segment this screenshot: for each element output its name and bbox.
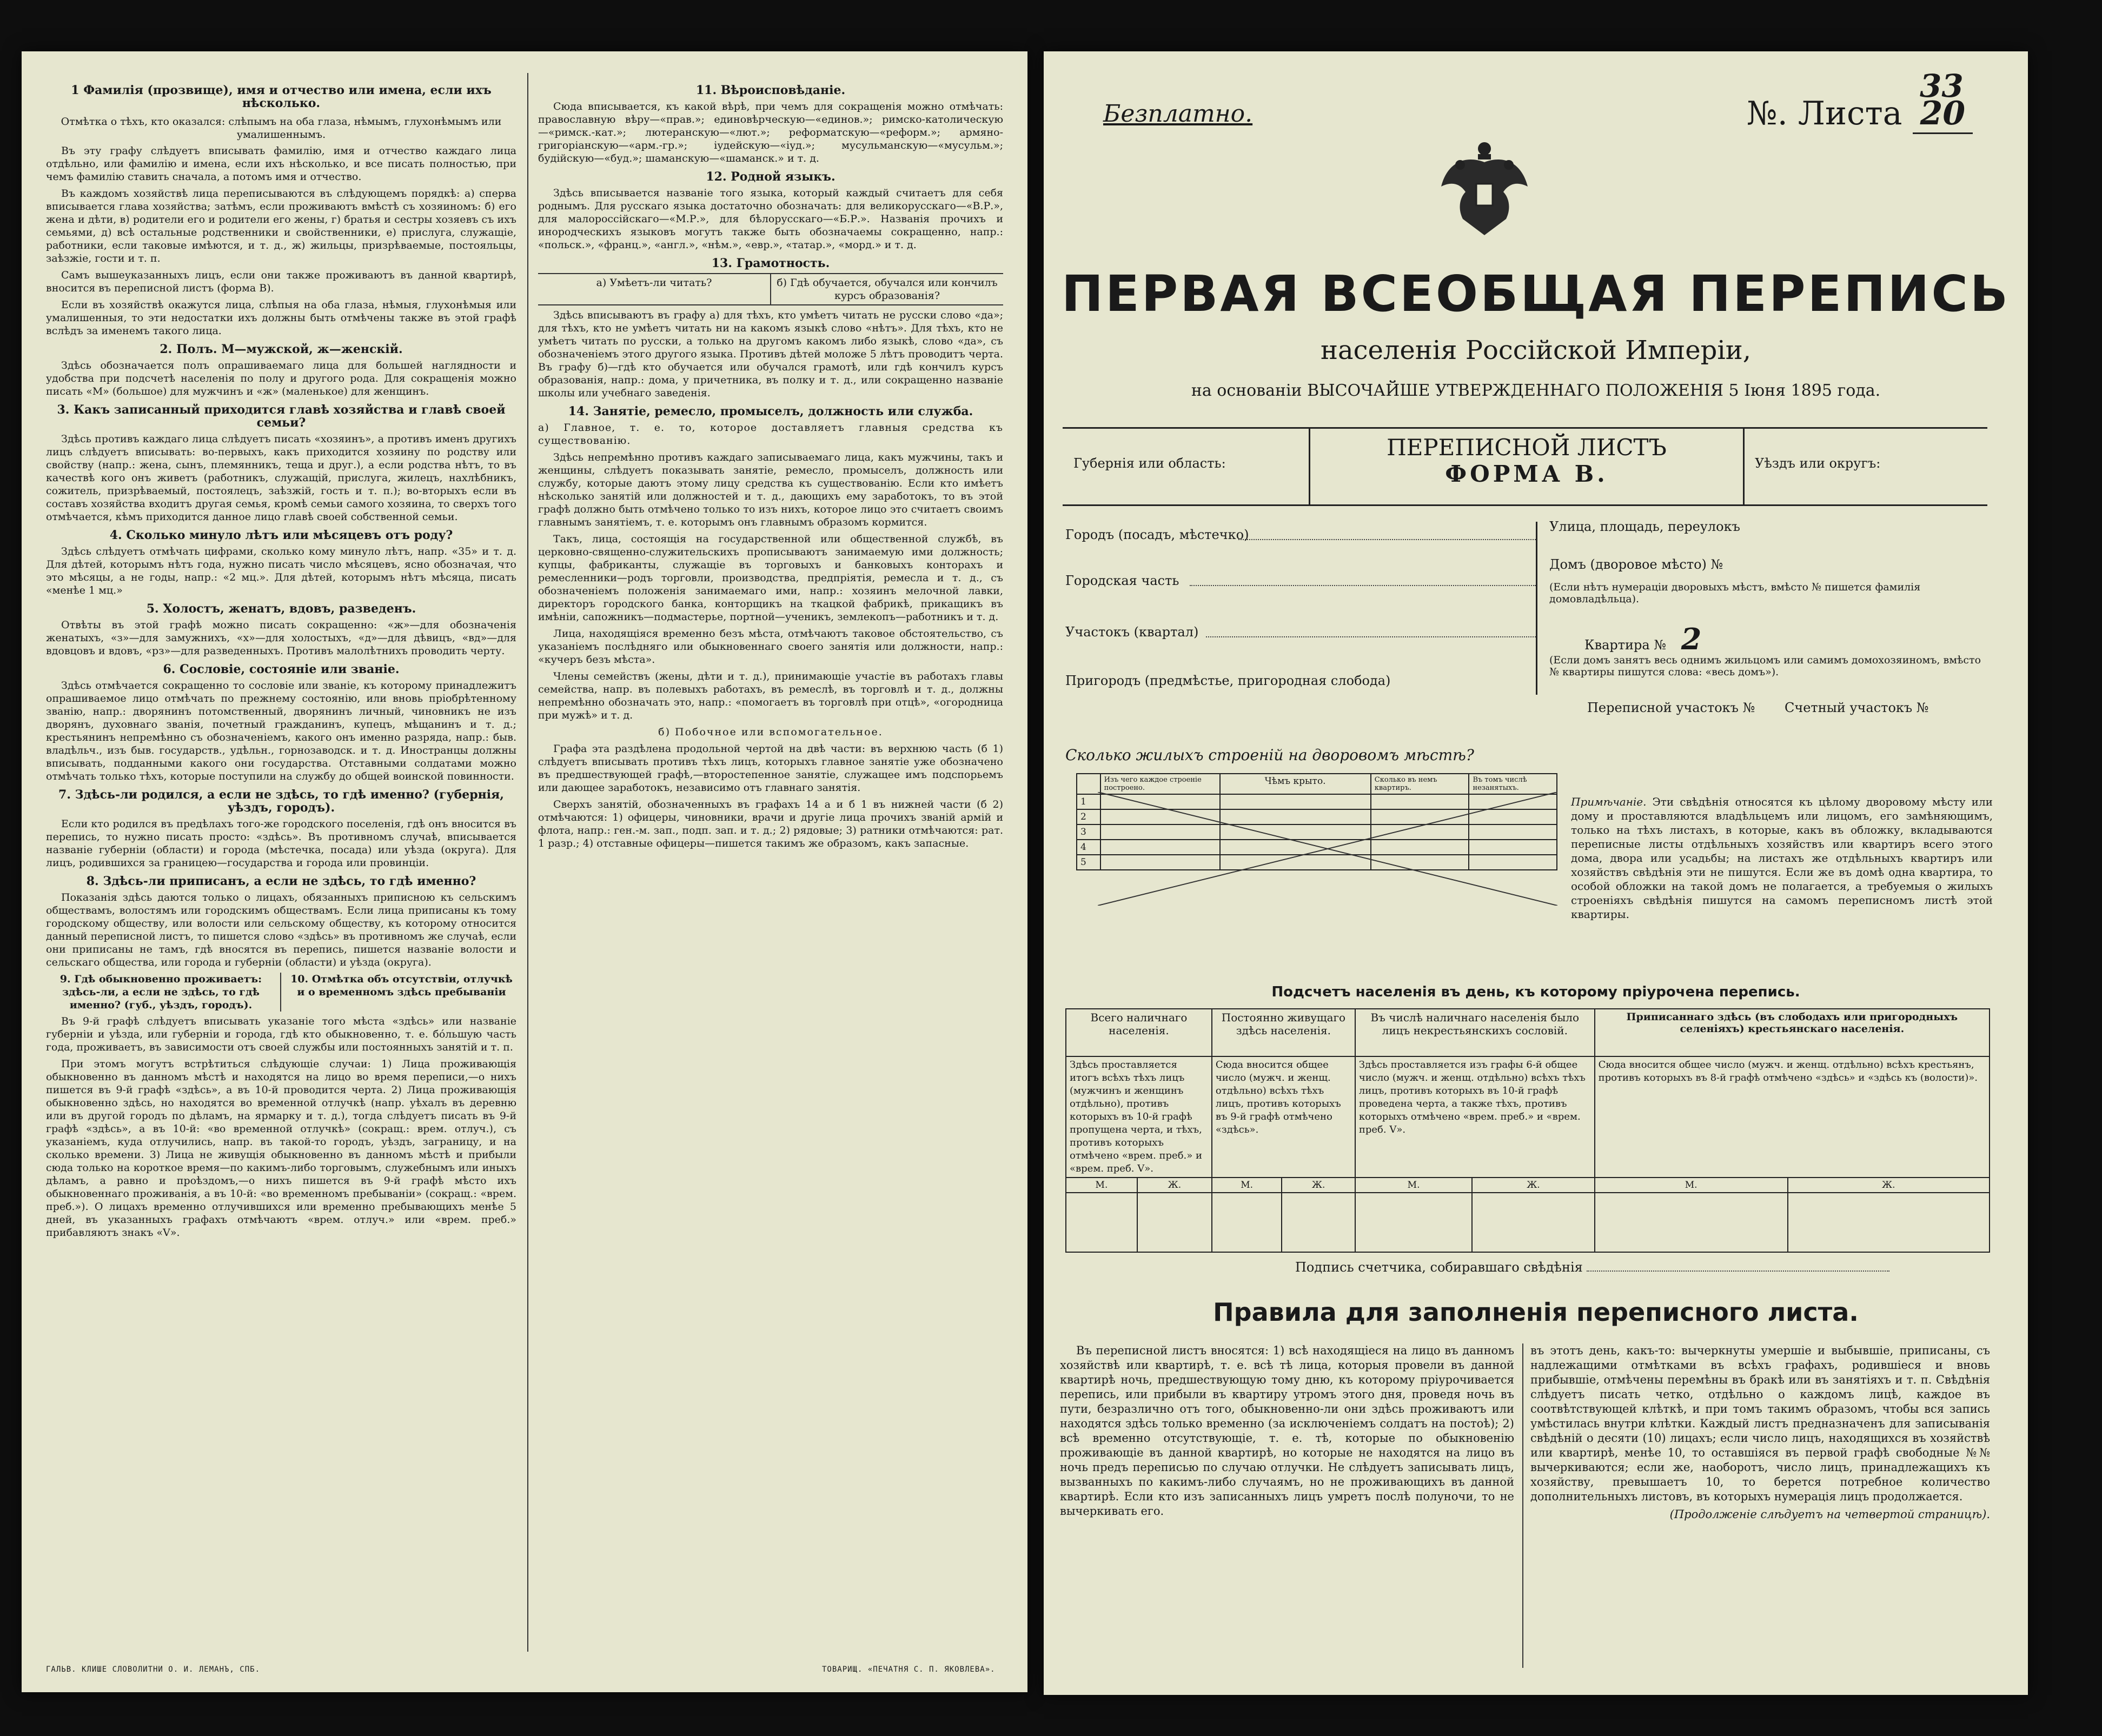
form-title-box (1309, 427, 1745, 506)
column-divider (527, 73, 528, 1652)
row-number: 2 (1077, 809, 1100, 824)
mf-cell: Ж. (1137, 1178, 1212, 1193)
rules-title: Правила для заполненія переписного листа. (1213, 1298, 1859, 1327)
header-cell: Въ томъ числѣ незанятыхъ. (1469, 774, 1557, 794)
field-section-label: Участокъ (квартал) (1065, 624, 1199, 640)
count-title: Подсчетъ населенія въ день, къ которому пріурочена перепись. (1271, 984, 1800, 1000)
paragraph: При этомъ могутъ встрѣтиться слѣдующіе случаи: 1) Лица проживающія обыкновенно въ данномъ мѣстѣ и находятся на лицо во время переписи,—о нихъ пишется въ 9-й графѣ «здѣсь», а въ 10-й проводится черта. 2) Лица проживающія обыкновенно здѣсь, но находятся во временной отлучкѣ (напр. уѣхалъ въ деревню или въ другой городъ по дѣламъ, на ярмарку и т. д.), тогда слѣдуетъ писать въ 9-й графѣ «здѣсь», а въ 10-й: «во временной отлучкѣ» (сокращ.: врем. отлуч.), съ указаніемъ, куда отлучились, напр. въ такой-то городъ, уѣздъ, заграницу, и на сколько времени. 3) Лица не живущія обыкновенно въ данномъ мѣстѣ и прибыли сюда только на короткое время—по какимъ-либо торговымъ, служебнымъ или иныхъ дѣламъ, а равно и проѣздомъ,—о нихъ пишется въ 9-й графѣ мѣсто ихъ обыкновеннаго проживанія, а въ 10-й: «во временномъ пребываніи» (сокращ.: «врем. преб.»). О лицахъ временно отлучившихся или временно пребывающихъ менѣе 5 дней, въ указанныхъ графахъ отмѣчаютъ «врем. отлуч.» или «врем. преб.» прибавляютъ знакъ «V». (46, 1058, 516, 1239)
header-cell: Всего наличнаго населенія. (1066, 1009, 1212, 1056)
paragraph: Показанія здѣсь даются только о лицахъ, обязанныхъ приписною къ сельскимъ обществамъ, волостямъ или городскимъ обществамъ. Если лица приписаны къ тому городскому обществу, или волости или сельскому обществу, къ которому относится данный переписной листъ, то пишется слово «здѣсь» въ противномъ же случаѣ, если они приписаны не тамъ, гдѣ вносятся въ перепись, пишется названіе волости и сельскаго общества, или города и губерніи (области) и уѣзда (округа). (46, 892, 516, 968)
row-number: 5 (1077, 855, 1100, 870)
mf-cell: М. (1066, 1178, 1137, 1193)
district-label: Уѣздъ или округъ: (1755, 456, 1881, 471)
mf-cell: Ж. (1472, 1178, 1594, 1193)
buildings-question: Сколько жилыхъ строеній на дворовомъ мѣстѣ? (1065, 746, 1474, 764)
heading-4: 4. Сколько минуло лѣтъ или мѣсяцевъ отъ роду? (109, 528, 453, 542)
population-count-table (1065, 1008, 1990, 1253)
rules-paragraph: Въ переписной листъ вносятся: 1) всѣ находящіеся на лицо въ данномъ хозяйствѣ или квартирѣ, т. е. всѣ тѣ лица, которыя провели въ данной квартирѣ ночь, предшествующую тому дню, къ которому пріурочивается перепись, или прибыли въ квартиру утромъ этого дня, проведя ночь въ пути, безразлично отъ того, обыкновенно-ли они здѣсь проживаютъ или находятся здѣсь только временно (за исключеніемъ солдатъ на постоѣ); 2) всѣ временно отсутствующіе, т. е. тѣ, которые по обыкновенію проживающіе въ данной квартирѣ, но которые не находятся на лицо въ ночь предъ переписью по случаю отлучки. Не слѣдуетъ записывать лицъ, вызванныхъ по какимъ-либо случаямъ, но не проживающихъ въ данной квартирѣ. Если кто изъ записанныхъ лицъ умретъ послѣ полуночи, то не вычеркивать его. (1060, 1344, 1514, 1518)
field-apartment (1584, 622, 1701, 656)
continuation-note: (Продолженіе слѣдуетъ на четвертой страницѣ). (1669, 1508, 1990, 1521)
field-city (1065, 527, 1536, 540)
form-title: ПЕРЕПИСНОЙ ЛИСТЪ (1387, 434, 1667, 461)
paragraph: Въ эту графу слѣдуетъ вписывать фамилію, имя и отчество каждаго лица отдѣльно, или фамилію и имена, если ихъ нѣсколько, и все писать полностью, при чемъ фамилію ставить сначала, а потомъ имя и отчество. (46, 145, 516, 183)
paragraph: Здѣсь слѣдуетъ отмѣчать цифрами, сколько кому минуло лѣтъ, напр. «35» и т. д. Для дѣтей, которымъ нѣтъ года, нужно писать число мѣсяцевъ, ясно обозначая, что это мѣсяцы, а не годы, напр.: «2 мц.». Для дѣтей, которымъ нѣтъ мѣсяца, писать «менѣе 1 мц.» (46, 546, 516, 596)
fill-line (1190, 585, 1536, 586)
paragraph: Въ каждомъ хозяйствѣ лица переписываются въ слѣдующемъ порядкѣ: а) сперва вписывается глава хозяйства; затѣмъ, если проживаютъ вмѣстѣ съ хозяиномъ: б) его жена и дѣти, в) родители его и родители его жены, г) братья и сестры хозяевъ съ ихъ семьями, д) всѣ остальные родственники и свойственники, е) прислуга, служащіе, работники, если таковые имѣются, и т. д., ж) жильцы, призрѣваемые, постояльцы, заѣзжіе, гости и т. п. (46, 188, 516, 264)
field-city-part-label: Городская часть (1065, 573, 1179, 588)
form-type: ФОРМА В. (1445, 461, 1608, 487)
paragraph: Здѣсь противъ каждаго лица слѣдуетъ писать «хозяинъ», а противъ именъ другихъ лицъ слѣдуетъ вписывать: во-первыхъ, какъ приходится хозяину по родству или свойству (напр.: жена, сынъ, племянникъ, теща и друг.), а если родства нѣтъ, то въ качествѣ кого онъ живетъ (работникъ, служащій, прислуга, жилецъ, нахлѣбникъ, сожитель, призрѣваемый, постоялецъ, заѣзжій, гость и т. п.); во-вторыхъ если въ составъ хозяйства входитъ другая семья, кромѣ семьи самого хозяина, то сверхъ того отмѣчается, кѣмъ приходится данное лицо главѣ своей собственной семьи. (46, 433, 516, 523)
mf-cell: Ж. (1282, 1178, 1355, 1193)
sheet-number-value: 20 (1913, 95, 1973, 134)
literacy-b: б) Гдѣ обучается, обучался или кончилъ курсъ образованія? (777, 277, 998, 302)
apartment-value: 2 (1681, 622, 1702, 656)
description-cell: Сюда вносится общее число (мужч. и женщ. отдѣльно) всѣхъ крестьянъ, противъ которыхъ въ 8-й графѣ отмѣчено «здѣсь» и «здѣсь къ (волости)». (1595, 1056, 1990, 1178)
paragraph: Если въ хозяйствѣ окажутся лица, слѣпыя на оба глаза, нѣмыя, глухонѣмыя или умалишенныя, то эти недостатки ихъ должны быть отмѣчены также въ этой графѣ вслѣдъ за именемъ такого лица. (46, 299, 516, 337)
double-headed-eagle-crest (1430, 132, 1539, 241)
heading-8: 8. Здѣсь-ли приписанъ, а если не здѣсь, то гдѣ именно? (86, 874, 476, 888)
header-cell: Въ числѣ наличнаго населенія было лицъ некрестьянскихъ сословій. (1355, 1009, 1595, 1056)
note-block (1571, 795, 1993, 921)
paragraph: Такъ, лица, состоящія на государственной или общественной службѣ, въ церковно-священно-служительскихъ прописываютъ занимаемую ими должность; купцы, фабриканты, служащіе въ торговыхъ и банковыхъ конторахъ и ремесленники—родъ торговли, производства, предпріятія, ремесла и т. д., съ обозначеніемъ положенія занимаемаго ими, напр.: хозяинъ мелочной лавки, директоръ городского банка, конторщикъ на ткацкой фабрикѣ, прикащикъ въ имѣніи, сапожникъ—подмастерье, портной—ученикъ, землекопъ—работникъ и т. д. (538, 533, 1003, 623)
header-cell: Постоянно живущаго здѣсь населенія. (1212, 1009, 1355, 1056)
left-column-2 (538, 78, 1003, 854)
subtitle: населенія Россійской Имперіи, (1321, 335, 1751, 365)
right-page (1044, 51, 2028, 1695)
fill-line (1206, 636, 1536, 637)
field-city-label: Городъ (посадъ, мѣстечко) (1065, 527, 1249, 542)
heading-13: 13. Грамотность. (711, 256, 830, 270)
paragraph: Здѣсь непремѣнно противъ каждаго записываемаго лица, какъ мужчины, такъ и женщины, слѣдуетъ показывать занятіе, ремесло, промыселъ, должность или службу, которые даютъ этому лицу средства къ существованію. Если кто имѣетъ нѣсколько занятій или должностей и т. д., дающихъ ему заработокъ, то въ этой графѣ должно быть отмѣчено только то изъ нихъ, которое лицо это считаетъ своимъ главнымъ занятіемъ, т. е. которымъ онъ главнымъ образомъ кормится. (538, 451, 1003, 528)
printer-note-left: ГАЛЬВ. КЛИШЕ СЛОВОЛИТНИ О. И. ЛЕМАНЪ, СПБ. (46, 1665, 261, 1674)
headings-9-10 (46, 973, 516, 1012)
apartment-note: (Если домъ занятъ весь однимъ жильцомъ или самимъ домохозяиномъ, вмѣсто № квартиры пишутся слова: «весь домъ»). (1549, 654, 1981, 678)
signature-fill (1587, 1271, 1889, 1272)
description-cell: Здѣсь проставляется изъ графы 6-й общее число (мужч. и женщ. отдѣльно) всѣхъ тѣхъ лицъ, противъ которыхъ въ 10-й графѣ проведена черта, а также тѣхъ, противъ которыхъ отмѣчено «врем. преб.» и «врем. преб. V». (1355, 1056, 1595, 1178)
paragraph: Графа эта раздѣлена продольной чертой на двѣ части: въ верхнюю часть (б 1) слѣдуетъ вписывать противъ тѣхъ лицъ, которыхъ главное занятіе уже обозначено въ предшествующей графѣ,—второстепенное занятіе, служащее имъ подспорьемъ или дающее заработокъ, независимо отъ главнаго занятія. (538, 743, 1003, 794)
buildings-table-header (1077, 774, 1557, 794)
paragraph: Здѣсь отмѣчается сокращенно то сословіе или званіе, къ которому принадлежитъ опрашиваемое лицо отмѣчать по прежнему состоянію, или вновь пріобрѣтенному званію, напр.: дворянинъ потомственный, дворянинъ личный, чиновникъ не изъ дворянъ, духовнаго званія, почетный гражданинъ, купецъ, мѣщанинъ и т. д.; крестьянинъ непремѣнно съ обозначеніемъ, какого онъ именно разряда, напр.: быв. владѣльч., изъ быв. государств., удѣльн., горнозаводск. и т. д. Иностранцы должны вписывать, подданными какого они государства. Отставными солдатами можно отмѣчать только тѣхъ, которые поступили на службу до общей воинской повинности. (46, 680, 516, 782)
description-cell: Здѣсь проставляется итогъ всѣхъ тѣхъ лицъ (мужчинъ и женщинъ отдѣльно), противъ которыхъ въ 10-й графѣ пропущена черта, и тѣхъ, противъ которыхъ отмѣчено «врем. преб.» и «врем. преб. V». (1066, 1056, 1212, 1178)
header-cell: Чѣмъ крыто. (1220, 774, 1371, 794)
heading-9: 9. Гдѣ обыкновенно проживаетъ: здѣсь-ли, а если не здѣсь, то гдѣ именно? (губ., уѣздъ, городъ). (46, 973, 281, 1012)
row-number: 3 (1077, 824, 1100, 840)
mf-cell: М. (1212, 1178, 1282, 1193)
province-label: Губернія или область: (1073, 456, 1226, 471)
heading-10: 10. Отмѣтка объ отсутствіи, отлучкѣ и о временномъ здѣсь пребываніи (290, 973, 513, 998)
rules-paragraph: въ этотъ день, какъ-то: вычеркнуты умершіе и выбывшіе, приписаны, съ надлежащими отмѣтками въ всѣхъ графахъ, родившіеся и вновь прибывшіе, отмѣчены перемѣны въ бракѣ или въ занятіяхъ и т. п. Свѣдѣнія слѣдуетъ писать четко, отдѣльно о каждомъ лицѣ, каждое въ соотвѣтствующей клѣткѣ, и при томъ такимъ образомъ, чтобы вся запись умѣстилась внутри клѣтки. Каждый листъ предназначенъ для записыванія свѣдѣній о десяти (10) лицахъ; если число лицъ, находящихся въ хозяйствѣ или квартирѣ, менѣе 10, то оставшіяся въ первой графѣ свободные №№ вычеркиваются; если же, наоборотъ, число лицъ, принадлежащихъ къ хозяйству, превышаетъ 10, то берется потребное количество дополнительныхъ листовъ, въ которыхъ нумерація лицъ продолжается. (1530, 1344, 1990, 1503)
field-counting-section: Счетный участокъ № (1785, 700, 1929, 715)
heading-14: 14. Занятіе, ремесло, промыселъ, должность или служба. (568, 404, 973, 418)
mf-cell: М. (1595, 1178, 1788, 1193)
signature-line (1295, 1260, 1889, 1275)
count-table-header (1066, 1009, 1990, 1056)
heading-1b: Отмѣтка о тѣхъ, кто оказался: слѣпымъ на оба глаза, нѣмымъ, глухонѣмымъ или умалишеннымъ. (61, 116, 502, 141)
heading-6: 6. Сословіе, состояніе или званіе. (163, 662, 400, 676)
left-page (22, 51, 1027, 1692)
house-note: (Если нѣтъ нумераціи дворовыхъ мѣстъ, вмѣсто № пишется фамилія домовладѣльца). (1549, 581, 1921, 605)
paragraph: Отвѣты въ этой графѣ можно писать сокращенно: «ж»—для обозначенія женатыхъ, «з»—для замужнихъ, «х»—для холостыхъ, «д»—для дѣвицъ, «вд»—для вдовцовъ и вдовъ, «рз»—для разведенныхъ. Противъ малолѣтнихъ проводить черту. (46, 619, 516, 657)
paragraph: Если кто родился въ предѣлахъ того-же городского поселенія, гдѣ онъ вносится въ перепись, то нужно писать просто: «здѣсь». Въ противномъ случаѣ, вписывается названіе губерніи (области) и города (мѣстечка, посада) или уѣзда (округа). Для лицъ, родившихся за границею—государства и города или провинціи. (46, 818, 516, 869)
paragraph: Сюда вписывается, къ какой вѣрѣ, при чемъ для сокращенія можно отмѣчать: православную вѣру—«прав.»; единовѣрческую—«единов.»; римско-католическую—«римск.-кат.»; лютеранскую—«лют.»; реформатскую—«реформ.»; армяно-григоріанскую—«арм.-гр.»; іудейскую—«іуд.»; мусульманскую—«мусульм.»; будійскую—«буд.»; шаманскую—«шаманск.» и т. д. (538, 101, 1003, 164)
header-cell: Приписаннаго здѣсь (въ слободахъ или пригородныхъ селеніяхъ) крестьянскаго населенія. (1595, 1009, 1990, 1056)
paragraph: Здѣсь вписываютъ въ графу а) для тѣхъ, кто умѣетъ читать не русски слово «да»; для тѣхъ, кто не умѣетъ читать ни на какомъ языкѣ слово «нѣтъ». Для тѣхъ, кто не умѣетъ читать по русски, а только на другомъ какомъ либо языкѣ, слово «да», съ обозначеніемъ этого другого языка. Противъ дѣтей моложе 5 лѣтъ проводитъ черта. Въ графу б)—гдѣ кто обучается или обучался грамотѣ, или гдѣ кончилъ курсъ образованія, напр.: дома, у причетника, въ полку и т. д., или сокращенно названіе школы или учебнаго заведенія. (538, 309, 1003, 399)
field-census-section: Переписной участокъ № (1587, 700, 1755, 715)
signature-label: Подпись счетчика, собиравшаго свѣдѣнія (1295, 1260, 1583, 1275)
paragraph: Здѣсь вписывается названіе того языка, который каждый считаетъ для себя роднымъ. Для русскаго языка достаточно обозначать: для великорусскаго—«В.Р.», для малороссійскаго—«М.Р.», для бѣлорусскаго—«Б.Р.». Названія прочихъ и инородческихъ языковъ могутъ также быть обозначаемы сокращенно, напр.: «польск.», «франц.», «англ.», «нѣм.», «евр.», «татар.», «морд.» и т. д. (538, 187, 1003, 251)
heading-12: 12. Родной языкъ. (706, 170, 836, 184)
note-text: Эти свѣдѣнія относятся къ цѣлому дворовому мѣсту или дому и проставляются владѣльцемъ или лицомъ, его замѣняющимъ, только на тѣхъ листахъ, в которые, какъ въ обложку, вкладываются переписные листы отдѣльныхъ хозяйствъ или квартиръ всего этого дома, двора или усадьбы; на листахъ же отдѣльныхъ квартиръ или хозяйствъ свѣдѣнія эти не пишутся. Если же въ домѣ одна квартира, то особой обложки на такой домъ не полагается, а требуемыя о жилыхъ строеніяхъ свѣдѣнія пишутся на самомъ переписномъ листѣ этой квартиры. (1571, 795, 1993, 921)
mf-cell: Ж. (1788, 1178, 1990, 1193)
header-cell (1077, 774, 1100, 794)
rules-left-column (1060, 1343, 1514, 1522)
field-suburb (1065, 673, 1536, 688)
heading-7: 7. Здѣсь-ли родился, а если не здѣсь, то гдѣ именно? (губернія, уѣздъ, городъ). (58, 788, 504, 815)
rules-divider (1522, 1343, 1523, 1668)
description-cell: Сюда вносится общее число (мужч. и женщ. отдѣльно) всѣхъ тѣхъ лицъ, противъ которыхъ въ 9-й графѣ отмѣчено «здѣсь». (1212, 1056, 1355, 1178)
rules-right-column (1530, 1343, 1990, 1525)
form-header (1063, 427, 1987, 506)
free-label: Безплатно. (1103, 100, 1253, 128)
row-number: 4 (1077, 840, 1100, 855)
paragraph: Самъ вышеуказанныхъ лицъ, если они также проживаютъ въ данной квартирѣ, вносится въ переписной листъ (форма В). (46, 269, 516, 294)
field-section (1065, 624, 1536, 640)
corner-handwritten-number: 33 (1920, 68, 1964, 104)
row-number: 1 (1077, 794, 1100, 809)
mf-cell: М. (1355, 1178, 1472, 1193)
field-apartment-label: Квартира № (1584, 637, 1667, 653)
basis-line: на основаніи ВЫСОЧАЙШЕ УТВЕРЖДЕННАГО ПОЛОЖЕНІЯ 5 Іюня 1895 года. (1191, 381, 1881, 400)
sheet-number-label: №. Листа (1747, 95, 1902, 132)
header-cell: Изъ чего каждое строеніе построено. (1100, 774, 1220, 794)
paragraph: Члены семействъ (жены, дѣти и т. д.), принимающіе участіе въ работахъ главы семейства, напр. въ полевыхъ работахъ, въ ремеслѣ, въ торговлѣ и т. д., должны непремѣнно обозначать это, напр.: «помогаетъ въ торговлѣ при отцѣ», «огородница при мужѣ» и т. д. (538, 670, 1003, 721)
address-divider (1536, 522, 1537, 695)
paragraph: Лица, находящіяся временно безъ мѣста, отмѣчаютъ таковое обстоятельство, съ указаніемъ послѣдняго или обыкновеннаго своего занятія или должности, напр.: «кучеръ безъ мѣста». (538, 628, 1003, 666)
literacy-subheads (538, 273, 1003, 305)
heading-14b: б) Побочное или вспомогательное. (658, 726, 883, 738)
heading-14a: а) Главное, т. е. то, которое доставляетъ главныя средства къ существованію. (538, 422, 1003, 447)
count-table-descriptions (1066, 1056, 1990, 1178)
main-title: ПЕРВАЯ ВСЕОБЩАЯ ПЕРЕПИСЬ (1061, 265, 2011, 323)
count-table-values (1066, 1193, 1990, 1252)
fill-line (1238, 539, 1536, 540)
paragraph: Сверхъ занятій, обозначенныхъ въ графахъ 14 а и б 1 въ нижней части (б 2) отмѣчаются: 1) офицеры, чиновники, врачи и другіе лица прочихъ званій армій и флота, напр.: ген.-м. зап., подп. зап. и т. д.; 2) рядовые; 3) ратники отмѣчаются: рат. 1 разр.; 4) отставные офицеры—пишется такимъ же образомъ, какъ запасные. (538, 799, 1003, 849)
printer-note-right: ТОВАРИЩ. «ПЕЧАТНЯ С. П. ЯКОВЛЕВА». (822, 1665, 996, 1674)
heading-3: 3. Какъ записанный приходится главѣ хозяйства и главѣ своей семьи? (57, 403, 506, 430)
field-suburb-label: Пригородъ (предмѣстье, пригородная слобода) (1065, 673, 1391, 688)
left-column-1 (46, 78, 516, 1243)
heading-1: 1 Фамилія (прозвище), имя и отчество или имена, если ихъ нѣсколько. (71, 83, 492, 110)
heading-2: 2. Полъ. М—мужской, ж—женскій. (160, 342, 403, 356)
buildings-table-crossout (1098, 792, 1557, 906)
field-city-part (1065, 573, 1536, 586)
header-cell: Сколько въ немъ квартиръ. (1371, 774, 1469, 794)
note-title: Примѣчаніе. (1571, 795, 1647, 808)
paragraph: Въ 9-й графѣ слѣдуетъ вписывать указаніе того мѣста «здѣсь» или названіе губерніи и уѣзда, или губерніи и города, гдѣ кто обыкновенно, т. е. бо́льшую часть года, проживаетъ, въ зависимости отъ своей службы или постоянныхъ занятій и т. п. (46, 1015, 516, 1053)
paragraph: Здѣсь обозначается полъ опрашиваемаго лица для большей наглядности и удобства при подсчетѣ населенія по полу и другого рода. Для сокращенія можно писать «М» (большое) для мужчинъ и «ж» (маленькое) для женщинъ. (46, 360, 516, 397)
literacy-a: а) Умѣетъ-ли читать? (538, 274, 771, 304)
field-house: Домъ (дворовое мѣсто) № (1549, 557, 1723, 572)
heading-5: 5. Холостъ, женатъ, вдовъ, разведенъ. (146, 602, 416, 616)
count-table-mf (1066, 1178, 1990, 1193)
field-street: Улица, площадь, переулокъ (1549, 519, 1740, 534)
heading-11: 11. Вѣроисповѣданіе. (695, 83, 846, 97)
